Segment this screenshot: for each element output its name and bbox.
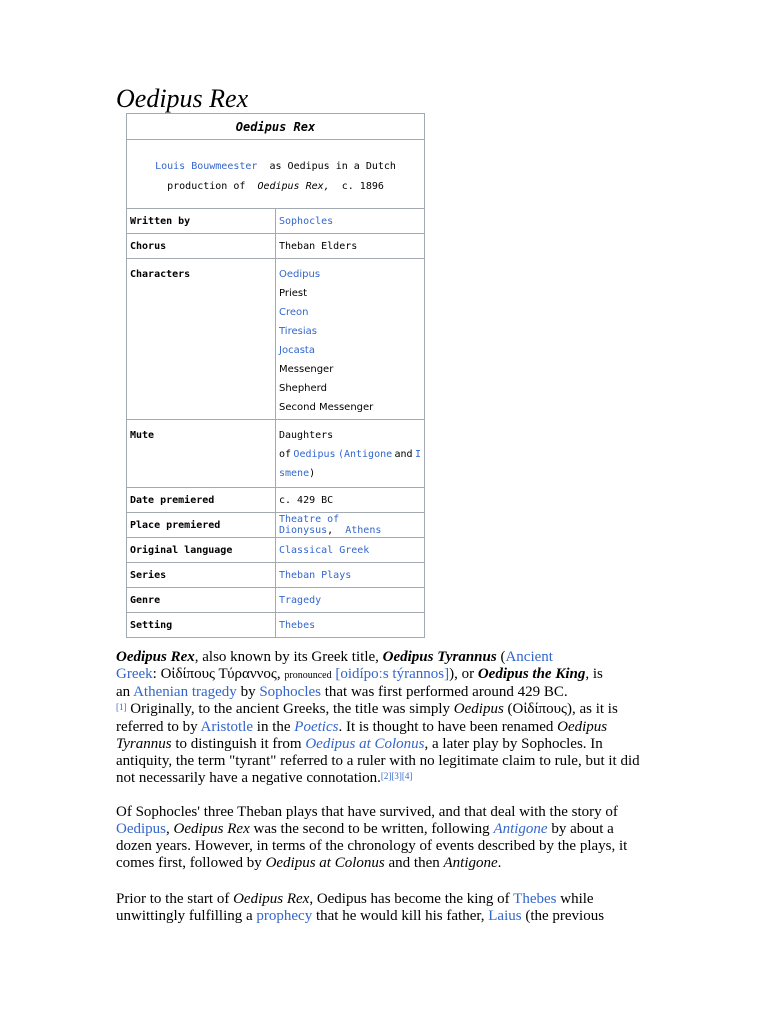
caption-date: c. 1896 (341, 181, 384, 192)
infobox-row-place-premiered (127, 513, 425, 538)
ref-2-4-link[interactable]: [2][3][4] (380, 771, 413, 781)
laius-link[interactable]: Laius (488, 908, 522, 924)
character-second-messenger: Second Messenger (279, 402, 374, 413)
row-label: Mute (127, 420, 276, 488)
text: Of Sophocles' three Theban plays that have survived, and that deal with the story of (116, 804, 618, 820)
text: , a later play by Sophocles. In antiquity, the term "tyrant" referred to a ruler with no legitimate claim to rule, but it did not necessarily have a negative connotation. (116, 736, 640, 786)
mute-oedipus-link[interactable]: Oedipus (293, 449, 336, 460)
mute-antigone-link[interactable]: (Antigone (337, 449, 393, 460)
character-link-creon[interactable]: Creon (279, 307, 309, 318)
text: ), or (449, 666, 478, 682)
text: , also known by its Greek title, (194, 649, 383, 665)
text: to distinguish it from (171, 736, 306, 752)
infobox-row-date-premiered (127, 488, 425, 513)
caption-pre: production of (167, 181, 246, 192)
athenian-link[interactable]: Athenian (133, 684, 189, 700)
greek-title: : Οἰδίπους Τύραννος, (152, 666, 285, 682)
infobox (126, 113, 425, 638)
infobox-caption (127, 140, 425, 209)
text: ( (496, 649, 506, 665)
prophecy-link[interactable]: prophecy (256, 908, 313, 924)
greek-link[interactable]: Greek (116, 666, 153, 682)
row-label: Date premiered (127, 488, 276, 513)
alt-title-king: Oedipus the King (477, 666, 586, 682)
language-link[interactable]: Classical Greek (279, 544, 370, 556)
caption-mid: as Oedipus in a Dutch (269, 161, 396, 172)
row-label: Original language (127, 538, 276, 563)
alt-title: Oedipus Tyrannus (382, 649, 497, 665)
text: Oedipus Rex (233, 891, 310, 907)
text: that was first performed around 429 BC. (320, 684, 568, 700)
text: in the (253, 719, 295, 735)
tragedy-link[interactable]: tragedy (191, 684, 237, 700)
infobox-row-characters (127, 259, 425, 420)
character-shepherd: Shepherd (279, 383, 327, 394)
infobox-row-mute (127, 420, 425, 488)
setting-link[interactable]: Thebes (279, 619, 316, 631)
place-athens-link[interactable]: Athens (345, 525, 382, 536)
infobox-row-written-by (127, 209, 425, 234)
mute-of: of (279, 449, 292, 460)
infobox-row-chorus (127, 234, 425, 259)
text: Antigone (443, 855, 498, 871)
sophocles-link[interactable]: Sophocles (259, 684, 321, 700)
ancient-greek-link[interactable]: Ancient (505, 649, 553, 665)
infobox-row-series (127, 563, 425, 588)
poetics-link[interactable]: Poetics (294, 719, 339, 735)
infobox-row-genre (127, 588, 425, 613)
oedipus-link[interactable]: Oedipus (116, 821, 166, 837)
thebes-link[interactable]: Thebes (513, 891, 557, 907)
mute-value (276, 420, 425, 488)
paragraph-3 (116, 891, 651, 925)
caption-person-link[interactable]: Louis Bouwmeester (155, 161, 258, 172)
text: Oedipus at Colonus (265, 855, 385, 871)
character-link-tiresias[interactable]: Tiresias (279, 326, 317, 337)
text: Originally, to the ancient Greeks, the title was simply (126, 701, 454, 717)
caption-work: Oedipus Rex, (257, 181, 330, 192)
infobox-row-original-language (127, 538, 425, 563)
paragraph-1 (116, 649, 651, 788)
text: referred to by (116, 719, 201, 735)
text: , (166, 821, 174, 837)
ref-1-link[interactable]: [1] (116, 702, 127, 712)
text: an (116, 684, 134, 700)
infobox-row-setting (127, 613, 425, 638)
lead-title: Oedipus Rex (116, 649, 195, 665)
mute-ismene-link[interactable]: I (414, 449, 421, 460)
text: , Oedipus has become the king of (309, 891, 514, 907)
row-label: Place premiered (127, 513, 276, 538)
mute-close: ) (309, 468, 316, 479)
written-by-link[interactable]: Sophocles (279, 215, 334, 227)
row-label: Series (127, 563, 276, 588)
place-sep: , (327, 525, 334, 536)
characters-list (276, 259, 425, 420)
text: Oedipus Tyrannus (116, 719, 608, 752)
genre-link[interactable]: Tragedy (279, 594, 322, 606)
date-premiered-value: c. 429 BC (276, 488, 425, 513)
aristotle-link[interactable]: Aristotle (200, 719, 254, 735)
paragraph-2 (116, 804, 651, 872)
mute-ismene-link-cont[interactable]: smene (279, 468, 310, 479)
antigone-link[interactable]: Antigone (493, 821, 548, 837)
text: by about a dozen years. However, in terms of the chronology of events described by the plays, it comes first, followed by (116, 821, 628, 871)
pronounced-label: pronounced (284, 670, 332, 681)
ipa-link[interactable]: [oidípoːs týrannos] (331, 666, 450, 682)
oedipus-at-colonus-link[interactable]: Oedipus at Colonus (305, 736, 425, 752)
text: (the previous (521, 908, 605, 924)
text: , is (585, 666, 603, 682)
row-label: Genre (127, 588, 276, 613)
text: . (497, 855, 502, 871)
infobox-title: Oedipus Rex (127, 114, 425, 140)
text: was the second to be written, following (249, 821, 494, 837)
page-title: Oedipus Rex (116, 84, 249, 113)
chorus-value: Theban Elders (276, 234, 425, 259)
row-label: Characters (127, 259, 276, 420)
text: and then (384, 855, 444, 871)
text: while unwittingly fulfilling a (116, 891, 594, 924)
text: Prior to the start of (116, 891, 234, 907)
row-label: Chorus (127, 234, 276, 259)
character-link-oedipus[interactable]: Oedipus (279, 269, 321, 280)
character-link-jocasta[interactable]: Jocasta (279, 345, 315, 356)
series-link[interactable]: Theban Plays (279, 569, 352, 581)
row-label: Setting (127, 613, 276, 638)
mute-line1: Daughters (279, 430, 334, 441)
text: Oedipus (453, 701, 504, 717)
text: by (236, 684, 260, 700)
character-priest: Priest (279, 288, 308, 299)
text: Oedipus Rex (173, 821, 250, 837)
text: (Οἰδίπους), as it is (503, 701, 618, 717)
mute-and: and (394, 449, 413, 460)
row-label: Written by (127, 209, 276, 234)
character-messenger: Messenger (279, 364, 334, 375)
text: that he would kill his father, (312, 908, 489, 924)
place-theatre-link[interactable]: Theatre of Dionysus (279, 514, 340, 536)
text: . It is thought to have been renamed (338, 719, 558, 735)
